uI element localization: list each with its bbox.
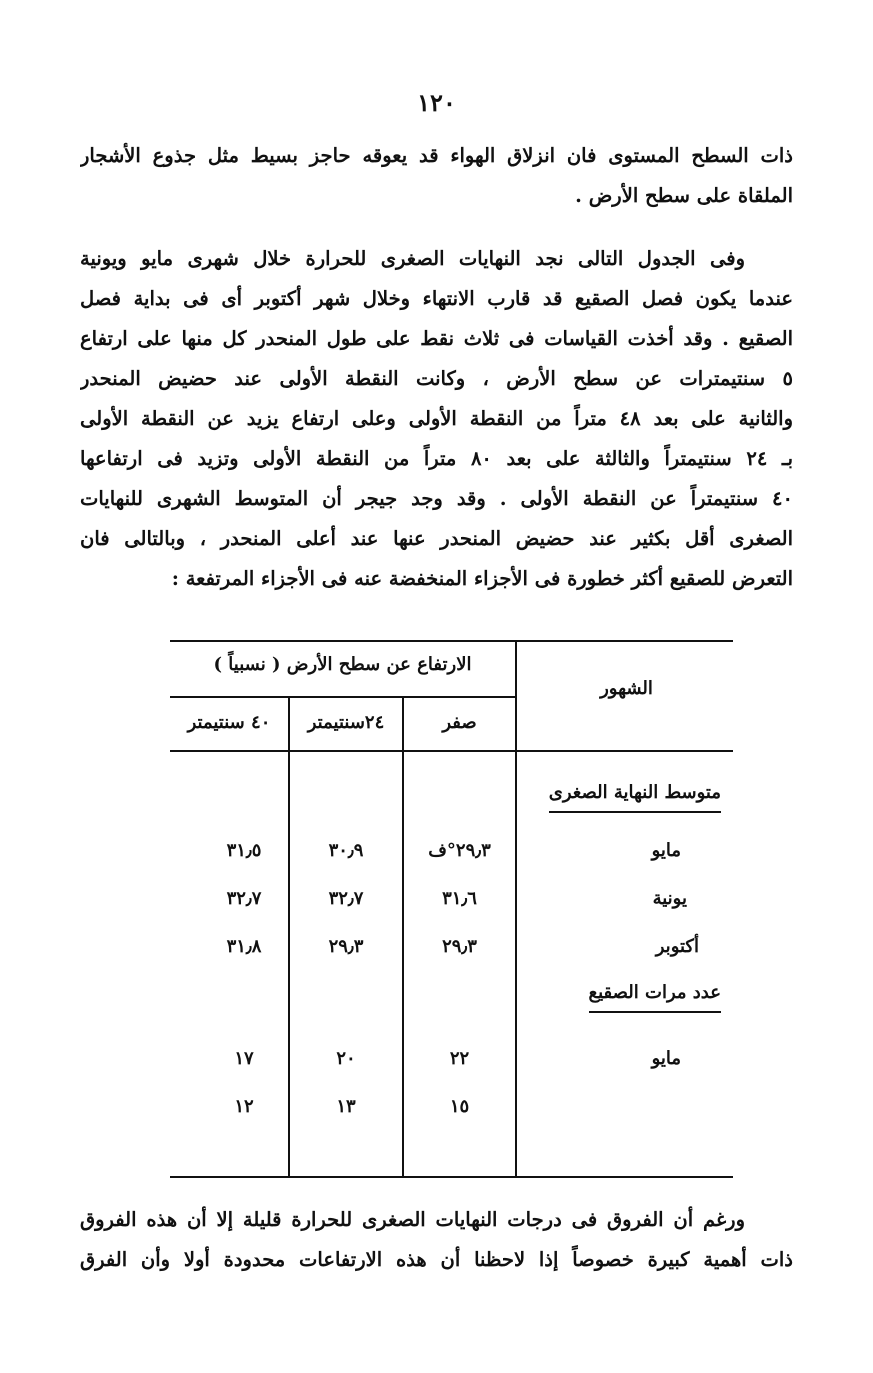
month-label: يونية [652, 888, 687, 909]
text-line: الصقيع . وقد أخذت القياسات فى ثلاث نقط على طول المنحدر كل منها على ارتفاع [80, 327, 793, 350]
paragraph-2 [80, 239, 793, 599]
text-line: ٥ سنتيمترات عن سطح الأرض ، وكانت النقطة الأولى عند حضيض المنحدر [80, 367, 793, 390]
table-bottom-rule [170, 1176, 733, 1178]
text-line: وفى الجدول التالى نجد النهايات الصغرى للحرارة خلال شهرى مايو ويونية [80, 247, 745, 270]
month-label: أكتوبر [655, 936, 699, 957]
table-cell: ١٥ [449, 1096, 470, 1117]
elevation-header-rule [170, 696, 517, 698]
text-line: التعرض للصقيع أكثر خطورة فى الأجزاء المنخفضة عنه فى الأجزاء المرتفعة : [171, 567, 793, 590]
column-header: ٢٤سنتيمتر [307, 712, 385, 733]
temperature-table [170, 640, 733, 1178]
table-cell: ٢٠ [336, 1048, 356, 1069]
table-cell: ٢٢ [449, 1048, 470, 1069]
table-cell: ٢٩٫٣ [442, 936, 477, 957]
column-header: ٤٠ سنتيمتر [187, 712, 271, 733]
table-cell: ٣١٫٦ [442, 888, 477, 909]
months-header: الشهور [600, 678, 653, 699]
table-cell: ١٧ [234, 1048, 254, 1069]
text-line: عندما يكون فصل الصقيع قد قارب الانتهاء وخلال شهر أكتوبر أى فى بداية فصل [80, 287, 793, 310]
text-line: ورغم أن الفروق فى درجات النهايات الصغرى للحرارة قليلة إلا أن هذه الفروق [80, 1208, 745, 1231]
page-number: ١٢٠ [417, 88, 456, 117]
table-cell: ٢٩٫٣ [328, 936, 364, 957]
table-top-rule [170, 640, 733, 642]
table-cell: ٣١٫٥ [226, 840, 262, 861]
column-header: صفر [442, 712, 477, 733]
table-cell: ١٢ [234, 1096, 254, 1117]
table-cell: ٣٠٫٩ [328, 840, 364, 861]
text-line: ٤٠ سنتيمتراً عن النقطة الأولى . وقد وجد جيجر أن المتوسط الشهرى للنهايات [80, 487, 793, 510]
text-line: والثانية على بعد ٤٨ متراً من النقطة الأولى وعلى ارتفاع يزيد عن النقطة الأولى [80, 407, 793, 430]
text-line: ذات السطح المستوى فان انزلاق الهواء قد يعوقه حاجز بسيط مثل جذوع الأشجار [80, 144, 793, 167]
text-line: بـ ٢٤ سنتيمتراً والثالثة على بعد ٨٠ متراً من النقطة الأولى وتزيد فى ارتفاعها [80, 447, 793, 470]
table-cell: ٣٢٫٧ [328, 888, 364, 909]
elevation-header: الارتفاع عن سطح الأرض ( نسبياً ) [213, 654, 472, 675]
table-cell: ١٣ [336, 1096, 356, 1117]
paragraph-3 [80, 1200, 793, 1280]
paragraph-1 [80, 136, 793, 216]
text-line: الملقاة على سطح الأرض . [575, 184, 793, 207]
section-title: عدد مرات الصقيع [589, 982, 721, 1013]
text-line: ذات أهمية كبيرة خصوصاً إذا لاحظنا أن هذه الارتفاعات محدودة أولا وأن الفرق [80, 1248, 793, 1271]
header-bottom-rule [170, 750, 733, 752]
text-line: الصغرى أقل بكثير عند حضيض المنحدر عنها عند أعلى المنحدر ، وبالتالى فان [80, 527, 793, 550]
table-cell: ٣٢٫٧ [226, 888, 262, 909]
section-title: متوسط النهاية الصغرى [549, 782, 721, 813]
table-cell: ٢٩٫٣°ف [428, 840, 491, 861]
table-cell: ٣١٫٨ [226, 936, 262, 957]
months-divider [515, 640, 517, 1178]
month-label: مايو [651, 1048, 681, 1069]
month-label: مايو [651, 840, 681, 861]
